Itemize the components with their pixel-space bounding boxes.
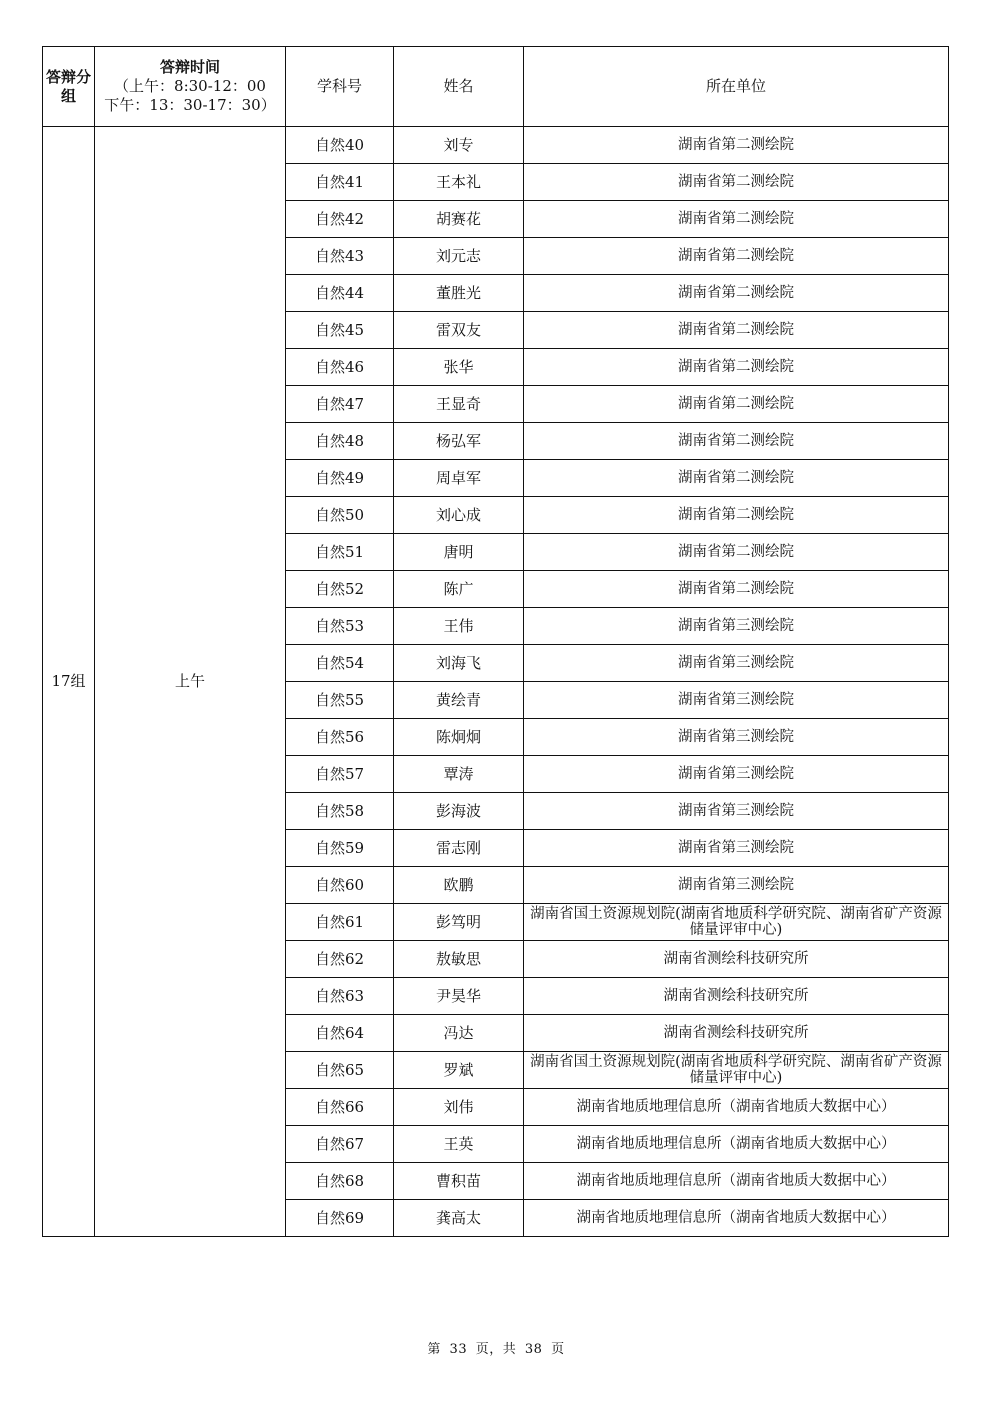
subject-no-cell: 自然40 <box>286 127 394 164</box>
name-cell: 唐明 <box>394 534 524 571</box>
header-row <box>43 47 949 127</box>
header-time <box>95 47 286 127</box>
subject-no-cell: 自然49 <box>286 460 394 497</box>
name-cell: 尹昊华 <box>394 978 524 1015</box>
name-cell: 罗斌 <box>394 1052 524 1089</box>
name-cell: 刘伟 <box>394 1089 524 1126</box>
subject-no-cell: 自然55 <box>286 682 394 719</box>
unit-cell: 湖南省测绘科技研究所 <box>524 1015 949 1052</box>
unit-cell: 湖南省第二测绘院 <box>524 534 949 571</box>
name-cell: 刘专 <box>394 127 524 164</box>
header-name: 姓名 <box>394 47 524 127</box>
table-row <box>43 127 949 164</box>
page-mid: 页，共 <box>475 1342 517 1357</box>
unit-cell: 湖南省第三测绘院 <box>524 793 949 830</box>
unit-cell: 湖南省地质地理信息所（湖南省地质大数据中心） <box>524 1200 949 1237</box>
header-group: 答辩分组 <box>43 47 95 127</box>
defense-schedule-table <box>42 46 949 1237</box>
group-cell: 17组 <box>43 127 95 1237</box>
subject-no-cell: 自然66 <box>286 1089 394 1126</box>
subject-no-cell: 自然63 <box>286 978 394 1015</box>
subject-no-cell: 自然62 <box>286 941 394 978</box>
page-current: 33 <box>449 1342 468 1357</box>
unit-cell: 湖南省第三测绘院 <box>524 645 949 682</box>
unit-cell: 湖南省第二测绘院 <box>524 423 949 460</box>
header-unit: 所在单位 <box>524 47 949 127</box>
unit-cell: 湖南省第三测绘院 <box>524 608 949 645</box>
subject-no-cell: 自然47 <box>286 386 394 423</box>
name-cell: 雷志刚 <box>394 830 524 867</box>
subject-no-cell: 自然44 <box>286 275 394 312</box>
name-cell: 董胜光 <box>394 275 524 312</box>
subject-no-cell: 自然57 <box>286 756 394 793</box>
unit-cell: 湖南省第二测绘院 <box>524 164 949 201</box>
unit-cell: 湖南省第三测绘院 <box>524 756 949 793</box>
unit-cell: 湖南省第三测绘院 <box>524 830 949 867</box>
name-cell: 彭海波 <box>394 793 524 830</box>
unit-cell: 湖南省第二测绘院 <box>524 386 949 423</box>
page-footer <box>0 1338 992 1357</box>
name-cell: 刘元志 <box>394 238 524 275</box>
unit-cell: 湖南省第三测绘院 <box>524 682 949 719</box>
name-cell: 王显奇 <box>394 386 524 423</box>
subject-no-cell: 自然50 <box>286 497 394 534</box>
name-cell: 张华 <box>394 349 524 386</box>
unit-cell: 湖南省第二测绘院 <box>524 312 949 349</box>
subject-no-cell: 自然68 <box>286 1163 394 1200</box>
name-cell: 黄绘青 <box>394 682 524 719</box>
subject-no-cell: 自然42 <box>286 201 394 238</box>
subject-no-cell: 自然52 <box>286 571 394 608</box>
unit-cell: 湖南省国土资源规划院(湖南省地质科学研究院、湖南省矿产资源储量评审中心) <box>524 904 949 941</box>
name-cell: 王本礼 <box>394 164 524 201</box>
subject-no-cell: 自然64 <box>286 1015 394 1052</box>
name-cell: 周卓军 <box>394 460 524 497</box>
page-prefix: 第 <box>427 1342 441 1357</box>
subject-no-cell: 自然56 <box>286 719 394 756</box>
subject-no-cell: 自然48 <box>286 423 394 460</box>
unit-cell: 湖南省第三测绘院 <box>524 867 949 904</box>
name-cell: 彭笃明 <box>394 904 524 941</box>
subject-no-cell: 自然69 <box>286 1200 394 1237</box>
name-cell: 龚高太 <box>394 1200 524 1237</box>
subject-no-cell: 自然60 <box>286 867 394 904</box>
unit-cell: 湖南省测绘科技研究所 <box>524 941 949 978</box>
header-time-title: 答辩时间 <box>159 58 220 76</box>
unit-cell: 湖南省第二测绘院 <box>524 571 949 608</box>
name-cell: 胡赛花 <box>394 201 524 238</box>
subject-no-cell: 自然59 <box>286 830 394 867</box>
name-cell: 冯达 <box>394 1015 524 1052</box>
name-cell: 王伟 <box>394 608 524 645</box>
subject-no-cell: 自然58 <box>286 793 394 830</box>
table-body <box>43 127 949 1237</box>
name-cell: 杨弘军 <box>394 423 524 460</box>
subject-no-cell: 自然65 <box>286 1052 394 1089</box>
unit-cell: 湖南省地质地理信息所（湖南省地质大数据中心） <box>524 1126 949 1163</box>
header-time-am: （上午：8:30-12：00 <box>114 77 266 95</box>
name-cell: 雷双友 <box>394 312 524 349</box>
time-cell: 上午 <box>95 127 286 1237</box>
unit-cell: 湖南省第二测绘院 <box>524 127 949 164</box>
subject-no-cell: 自然51 <box>286 534 394 571</box>
name-cell: 覃涛 <box>394 756 524 793</box>
name-cell: 刘心成 <box>394 497 524 534</box>
subject-no-cell: 自然45 <box>286 312 394 349</box>
unit-cell: 湖南省第二测绘院 <box>524 497 949 534</box>
header-subject-no: 学科号 <box>286 47 394 127</box>
unit-cell: 湖南省测绘科技研究所 <box>524 978 949 1015</box>
unit-cell: 湖南省地质地理信息所（湖南省地质大数据中心） <box>524 1089 949 1126</box>
unit-cell: 湖南省第二测绘院 <box>524 201 949 238</box>
name-cell: 曹积苗 <box>394 1163 524 1200</box>
subject-no-cell: 自然46 <box>286 349 394 386</box>
unit-cell: 湖南省第二测绘院 <box>524 349 949 386</box>
unit-cell: 湖南省地质地理信息所（湖南省地质大数据中心） <box>524 1163 949 1200</box>
unit-cell: 湖南省国土资源规划院(湖南省地质科学研究院、湖南省矿产资源储量评审中心) <box>524 1052 949 1089</box>
subject-no-cell: 自然43 <box>286 238 394 275</box>
name-cell: 陈广 <box>394 571 524 608</box>
subject-no-cell: 自然54 <box>286 645 394 682</box>
name-cell: 刘海飞 <box>394 645 524 682</box>
header-time-pm: 下午：13：30-17：30） <box>104 96 276 114</box>
unit-cell: 湖南省第二测绘院 <box>524 460 949 497</box>
subject-no-cell: 自然67 <box>286 1126 394 1163</box>
name-cell: 陈炯炯 <box>394 719 524 756</box>
unit-cell: 湖南省第二测绘院 <box>524 275 949 312</box>
page-suffix: 页 <box>551 1342 565 1357</box>
name-cell: 敖敏思 <box>394 941 524 978</box>
name-cell: 欧鹏 <box>394 867 524 904</box>
subject-no-cell: 自然41 <box>286 164 394 201</box>
subject-no-cell: 自然61 <box>286 904 394 941</box>
unit-cell: 湖南省第二测绘院 <box>524 238 949 275</box>
subject-no-cell: 自然53 <box>286 608 394 645</box>
name-cell: 王英 <box>394 1126 524 1163</box>
unit-cell: 湖南省第三测绘院 <box>524 719 949 756</box>
page-total: 38 <box>524 1342 543 1357</box>
